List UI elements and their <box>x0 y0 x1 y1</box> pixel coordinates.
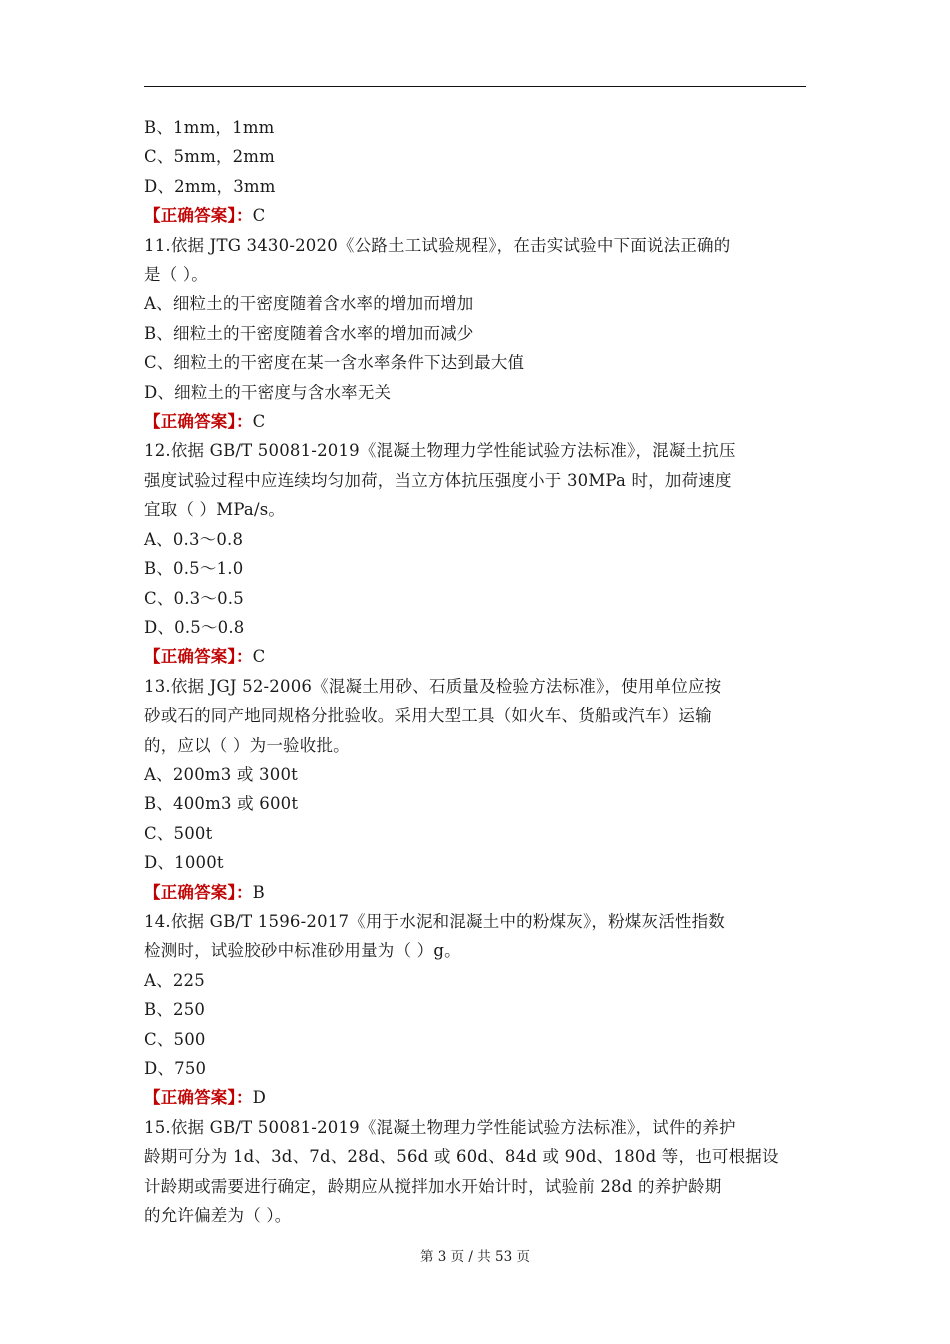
answer-value: C <box>252 412 266 432</box>
answer-line <box>144 407 806 436</box>
question-15-line: 的允许偏差为（ ）。 <box>144 1206 292 1226</box>
question-15-line: 15.依据 GB/T 50081-2019《混凝土物理力学性能试验方法标准》，试件的养护 <box>144 1117 736 1137</box>
answer-line <box>144 878 806 907</box>
header-rule <box>144 86 806 87</box>
answer-label: 【正确答案】： <box>144 412 253 432</box>
page-content <box>144 113 806 1230</box>
answer-value: D <box>252 1088 267 1108</box>
answer-label: 【正确答案】： <box>144 1088 253 1108</box>
answer-label: 【正确答案】： <box>144 647 253 667</box>
question-11-line: 11.依据 JTG 3430-2020《公路土工试验规程》，在击实试验中下面说法正确的 <box>144 235 731 255</box>
question-14-line: 14.依据 GB/T 1596-2017《用于水泥和混凝土中的粉煤灰》，粉煤灰活性指数 <box>144 911 726 931</box>
option-line: A、0.3～0.8 <box>144 529 244 549</box>
question-14-line: 检测时，试验胶砂中标准砂用量为（ ）g。 <box>144 941 461 961</box>
option-line: B、250 <box>144 1000 206 1020</box>
option-line: C、500t <box>144 823 213 843</box>
question-13-line: 砂或石的同产地同规格分批验收。采用大型工具（如火车、货船或汽车）运输 <box>144 706 712 726</box>
answer-label: 【正确答案】： <box>144 206 253 226</box>
option-line: D、2mm，3mm <box>144 176 276 196</box>
question-15-line: 龄期可分为 1d、3d、7d、28d、56d 或 60d、84d 或 90d、180d 等，也可根据设 <box>144 1147 779 1167</box>
option-line: D、750 <box>144 1059 207 1078</box>
option-line: D、1000t <box>144 853 224 873</box>
question-12-line: 宜取（ ）MPa/s。 <box>144 500 286 520</box>
option-line: C、500 <box>144 1029 206 1049</box>
question-12-line: 强度试验过程中应连续均匀加荷，当立方体抗压强度小于 30MPa 时，加荷速度 <box>144 470 732 490</box>
option-line: C、0.3～0.5 <box>144 588 244 608</box>
answer-value: C <box>252 647 266 667</box>
option-line: A、200m3 或 300t <box>144 764 298 784</box>
question-13-line: 13.依据 JGJ 52-2006《混凝土用砂、石质量及检验方法标准》，使用单位应按 <box>144 676 722 696</box>
question-13-line: 的，应以（ ）为一验收批。 <box>144 735 350 755</box>
answer-line <box>144 201 806 230</box>
option-line: B、400m3 或 600t <box>144 794 299 814</box>
option-line: D、细粒土的干密度与含水率无关 <box>144 382 392 402</box>
answer-line <box>144 1083 806 1112</box>
option-line: B、细粒土的干密度随着含水率的增加而减少 <box>144 323 474 343</box>
answer-label: 【正确答案】： <box>144 882 253 902</box>
question-11-line: 是（ ）。 <box>144 265 208 285</box>
option-line: B、1mm，1mm <box>144 118 275 137</box>
option-line: A、细粒土的干密度随着含水率的增加而增加 <box>144 294 474 314</box>
option-line: D、0.5～0.8 <box>144 617 245 637</box>
option-line: B、0.5～1.0 <box>144 559 244 579</box>
question-15-line: 计龄期或需要进行确定，龄期应从搅拌加水开始计时，试验前 28d 的养护龄期 <box>144 1176 722 1196</box>
page-footer: 第 3 页 / 共 53 页 <box>419 1249 531 1265</box>
answer-value: C <box>252 206 266 226</box>
answer-value: B <box>252 882 265 902</box>
option-line: A、225 <box>144 970 205 990</box>
option-line: C、5mm，2mm <box>144 147 276 167</box>
option-line: C、细粒土的干密度在某一含水率条件下达到最大值 <box>144 353 525 373</box>
answer-line <box>144 642 806 671</box>
question-12-line: 12.依据 GB/T 50081-2019《混凝土物理力学性能试验方法标准》，混凝土抗压 <box>144 441 736 461</box>
